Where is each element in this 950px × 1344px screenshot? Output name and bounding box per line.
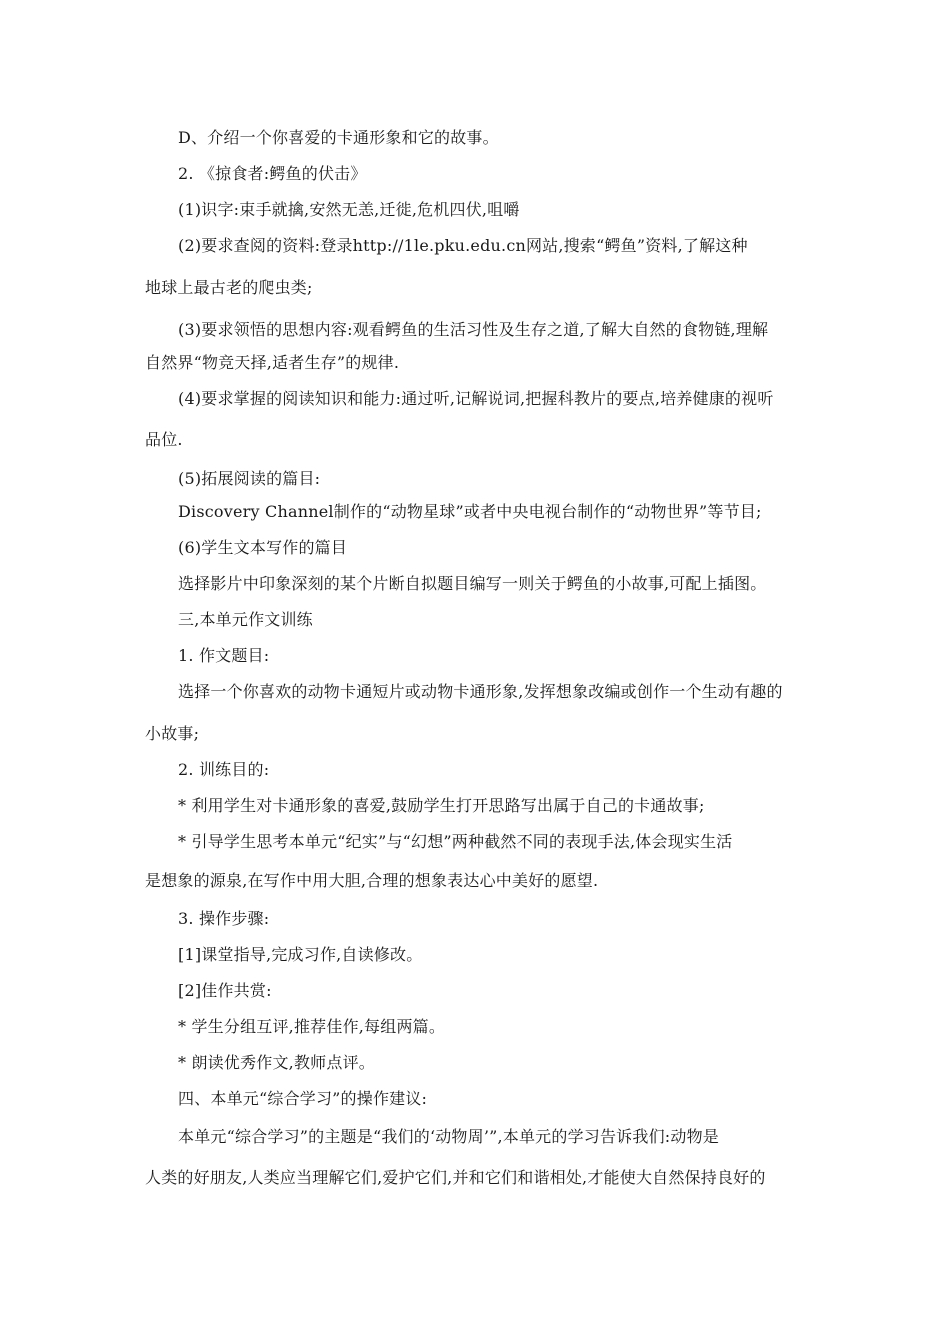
text-line: 是想象的源泉,在写作中用大胆,合理的想象表达心中美好的愿望. <box>145 871 599 890</box>
text-line: [2]佳作共赏: <box>178 981 272 1000</box>
text-line: [1]课堂指导,完成习作,自读修改。 <box>178 945 423 964</box>
text-line: (4)要求掌握的阅读知识和能力:通过听,记解说词,把握科教片的要点,培养健康的视听 <box>178 389 774 408</box>
bullet-item: * 引导学生思考本单元“纪实”与“幻想”两种截然不同的表现手法,体会现实生活 <box>178 832 733 851</box>
bullet-item: * 朗读优秀作文,教师点评。 <box>178 1053 375 1072</box>
text-line: D、介绍一个你喜爱的卡通形象和它的故事。 <box>178 128 499 147</box>
text-line: Discovery Channel制作的“动物星球”或者中央电视台制作的“动物世界”等节目; <box>178 502 762 521</box>
bullet-item: * 学生分组互评,推荐佳作,每组两篇。 <box>178 1017 446 1036</box>
text-line: 小故事; <box>145 724 200 743</box>
bullet-item: * 利用学生对卡通形象的喜爱,鼓励学生打开思路写出属于自己的卡通故事; <box>178 796 705 815</box>
text-line: 自然界“物竞天择,适者生存”的规律. <box>145 353 400 372</box>
text-line: 选择一个你喜欢的动物卡通短片或动物卡通形象,发挥想象改编或创作一个生动有趣的 <box>178 682 783 701</box>
text-line: 本单元“综合学习”的主题是“我们的‘动物周’”,本单元的学习告诉我们:动物是 <box>178 1127 719 1146</box>
text-line: 品位. <box>145 430 183 449</box>
text-line: (6)学生文本写作的篇目 <box>178 538 348 557</box>
text-line: 1. 作文题目: <box>178 646 270 665</box>
text-line: 选择影片中印象深刻的某个片断自拟题目编写一则关于鳄鱼的小故事,可配上插图。 <box>178 574 767 593</box>
text-line: 3. 操作步骤: <box>178 909 270 928</box>
text-line: (3)要求领悟的思想内容:观看鳄鱼的生活习性及生存之道,了解大自然的食物链,理解 <box>178 320 769 339</box>
text-line: 人类的好朋友,人类应当理解它们,爱护它们,并和它们和谐相处,才能使大自然保持良好的 <box>145 1168 766 1187</box>
text-line: 地球上最古老的爬虫类; <box>145 278 313 297</box>
text-line: (2)要求查阅的资料:登录http://1le.pku.edu.cn网站,搜索“鳄鱼”资料,了解这种 <box>178 236 748 255</box>
text-line: (5)拓展阅读的篇目: <box>178 469 321 488</box>
section-heading: 三,本单元作文训练 <box>178 610 313 629</box>
section-heading: 四、本单元“综合学习”的操作建议: <box>178 1089 428 1108</box>
text-line: 2. 《掠食者:鳄鱼的伏击》 <box>178 164 367 183</box>
text-line: 2. 训练目的: <box>178 760 270 779</box>
text-line: (1)识字:束手就擒,安然无恙,迁徙,危机四伏,咀嚼 <box>178 200 520 219</box>
